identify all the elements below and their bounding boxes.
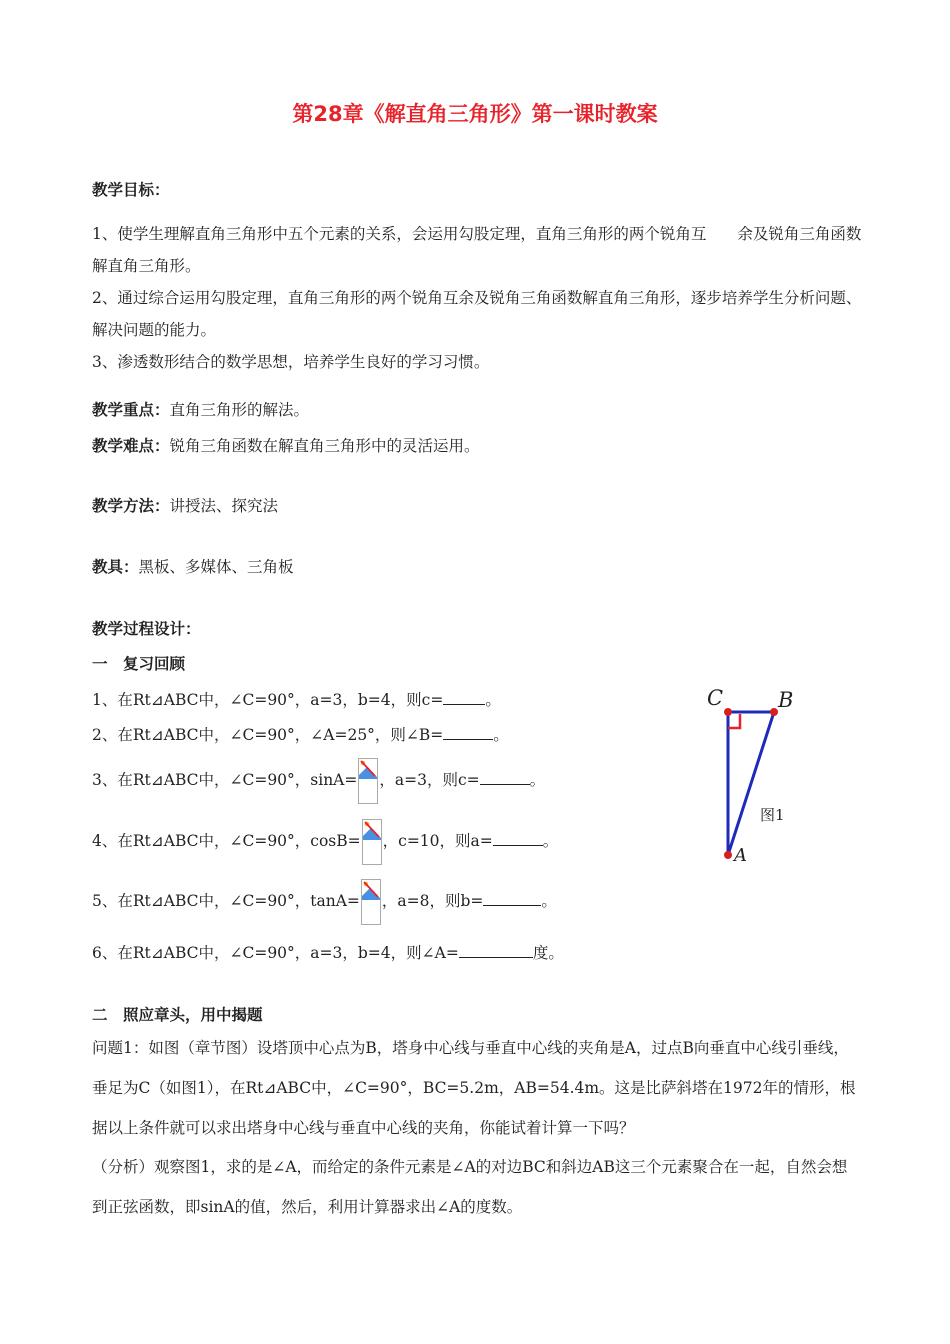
process-heading: 教学过程设计： [92,620,201,638]
q4-text: 4、在Rt⊿ABC中，∠C=90°，cosB= [92,832,361,850]
answer-blank [443,725,493,740]
review-question-1 [92,688,501,710]
q1-text: 1、在Rt⊿ABC中，∠C=90°，a=3，b=4，则c= [92,691,444,709]
tools-label: 教具： [92,558,139,576]
q4-suffix: 。 [542,832,559,850]
answer-blank [443,690,485,705]
review-question-2 [92,723,509,745]
right-angle-mark [728,714,740,728]
key-point-text: 直角三角形的解法。 [169,401,310,419]
document-title: 第28章《解直角三角形》第一课时教案 [292,102,658,126]
method-text: 讲授法、探究法 [169,497,279,515]
q6-suffix: 度。 [532,944,564,962]
goals-heading: 教学目标： [92,181,170,199]
q5-text: 5、在Rt⊿ABC中，∠C=90°，tanA= [92,892,360,910]
q1-suffix: 。 [485,691,501,709]
key-point [92,398,309,420]
difficulty [92,434,480,456]
goal-item-2: 2、通过综合运用勾股定理，直角三角形的两个锐角互余及锐角三角函数解直角三角形，逐步培养学生分析问题、解决问题的能力。 [92,289,862,339]
q2-text: 2、在Rt⊿ABC中，∠C=90°，∠A=25°，则∠B= [92,726,444,744]
answer-blank [459,943,533,958]
problem-1: 问题1：如图（章节图）设塔顶中心点为B，塔身中心线与垂直中心线的夹角是A，过点B向垂直中心线引垂线，垂足为C（如图1），在Rt⊿ABC中，∠C=90°，BC=5.2m，AB=54.4m。这是比萨斜塔在1972年的情形，根据以上条件就可以求出塔身中心线与垂直中心线的夹角，你能试着计算一下吗？ [92,1039,856,1137]
q3-suffix: 。 [529,771,546,789]
section2-heading: 二 照应章头，用中揭题 [92,1006,263,1024]
review-question-6 [92,941,564,963]
review-question-4 [92,819,558,865]
label-a: A [734,845,747,866]
q3-middle: ，a=3，则c= [379,771,480,789]
q5-suffix: 。 [541,892,557,910]
tools [92,555,294,577]
broken-image-icon [362,819,382,865]
method-label: 教学方法： [92,497,170,515]
side-ba [728,712,774,855]
answer-blank [483,891,541,906]
q3-text: 3、在Rt⊿ABC中，∠C=90°，sinA= [92,771,358,789]
broken-image-icon [361,879,381,925]
goal-item-3: 3、渗透数形结合的数学思想，培养学生良好的学习习惯。 [92,353,490,371]
q6-text: 6、在Rt⊿ABC中，∠C=90°，a=3，b=4，则∠A= [92,944,459,962]
figure-caption: 图1 [760,806,785,824]
review-question-5 [92,879,557,925]
point-c [724,708,732,716]
review-question-3 [92,758,545,804]
answer-blank [493,831,543,846]
triangle-figure [690,675,810,875]
goal-item-1: 1、使学生理解直角三角形中五个元素的关系，会运用勾股定理，直角三角形的两个锐角互 余及锐角三角函数解直角三角形。 [92,225,862,275]
method [92,494,278,516]
answer-blank [480,770,530,785]
tools-text: 黑板、多媒体、三角板 [138,558,294,576]
difficulty-label: 教学难点： [92,437,170,455]
q4-middle: ，c=10，则a= [382,832,493,850]
point-b [770,708,778,716]
broken-image-icon [358,758,378,804]
q2-suffix: 。 [493,726,509,744]
label-c: C [707,686,724,710]
key-point-label: 教学重点： [92,401,170,419]
section1-heading: 一 复习回顾 [92,655,186,673]
label-b: B [778,688,794,712]
difficulty-text: 锐角三角函数在解直角三角形中的灵活运用。 [169,437,480,455]
point-a [724,851,732,859]
analysis: （分析）观察图1，求的是∠A，而给定的条件元素是∠A的对边BC和斜边AB这三个元素聚合在一起，自然会想到正弦函数，即sinA的值，然后，利用计算器求出∠A的度数。 [92,1158,848,1216]
q5-middle: ，a=8，则b= [381,892,484,910]
